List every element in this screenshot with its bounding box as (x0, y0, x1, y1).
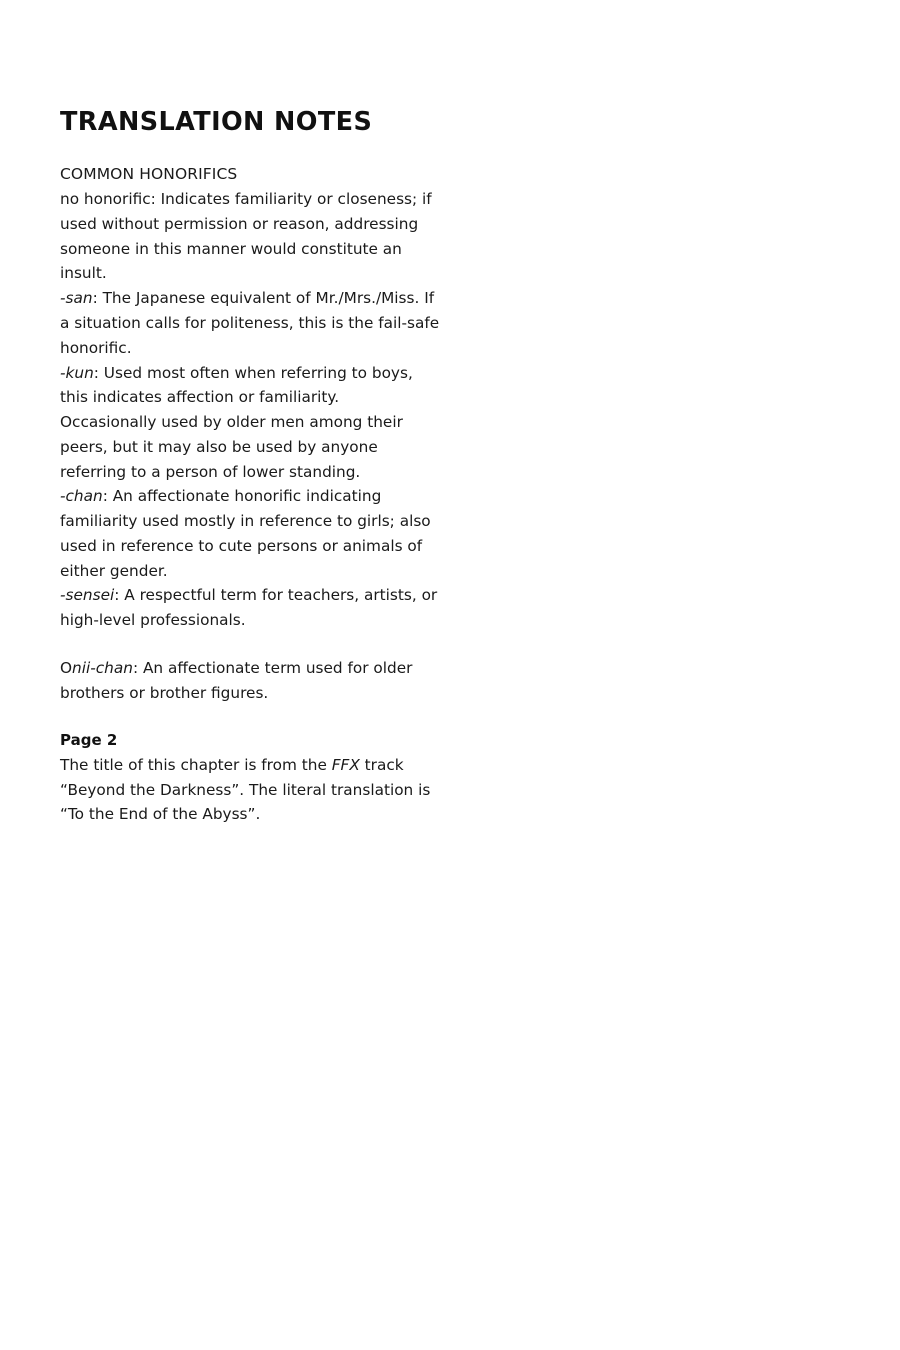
honorific-entry-no-honorific (60, 187, 440, 286)
honorific-term-sensei: -sensei (60, 586, 115, 605)
honorific-entry-chan (60, 484, 440, 583)
paragraph-spacer (60, 705, 440, 728)
honorific-entry-text: : Used most often when referring to boys, this indicates affection or familiarity. Occasionally used by older men among their peers, but it may also be used by anyone referring to a person of lower standing. (60, 363, 413, 481)
onii-chan-term: nii-chan (72, 658, 133, 677)
translation-notes-content (60, 108, 440, 827)
honorific-term-chan: -chan (60, 487, 103, 506)
page-note-italic-term: FFX (331, 755, 360, 774)
honorific-entry-text: no honorific: Indicates familiarity or closeness; if used without permission or reason, addressing someone in this manner would constitute an insult. (60, 190, 432, 283)
honorific-entry-text: : A respectful term for teachers, artists, or high-level professionals. (60, 586, 438, 630)
page-note-line-end: track “Beyond the Darkness”. The literal translation is “To the End of the Abyss”. (60, 755, 431, 824)
honorific-term-san: -san (60, 289, 93, 308)
onii-chan-text: : An affectionate term used for older brothers or brother figures. (60, 658, 413, 702)
page-note-label: Page 2 (60, 731, 118, 750)
onii-chan-prefix: O (60, 658, 73, 677)
paragraph-spacer (60, 633, 440, 656)
onii-chan-note (60, 656, 440, 706)
honorific-entry-text: : An affectionate honorific indicating familiarity used mostly in reference to girls; also used in reference to cute persons or animals of either gender. (60, 487, 431, 580)
honorific-entry-sensei (60, 583, 440, 633)
honorific-entry-kun (60, 361, 440, 485)
page-title: TRANSLATION NOTES (60, 107, 373, 137)
honorific-entry-text: : The Japanese equivalent of Mr./Mrs./Miss. If a situation calls for politeness, this is the fail-safe honorific. (60, 289, 440, 357)
page-note-line-start: The title of this chapter is from the (60, 755, 332, 774)
section-heading-common-honorifics: COMMON HONORIFICS (60, 165, 238, 184)
page-note-text (60, 753, 440, 827)
honorific-term-kun: -kun (60, 363, 94, 382)
honorific-entry-san (60, 286, 440, 360)
